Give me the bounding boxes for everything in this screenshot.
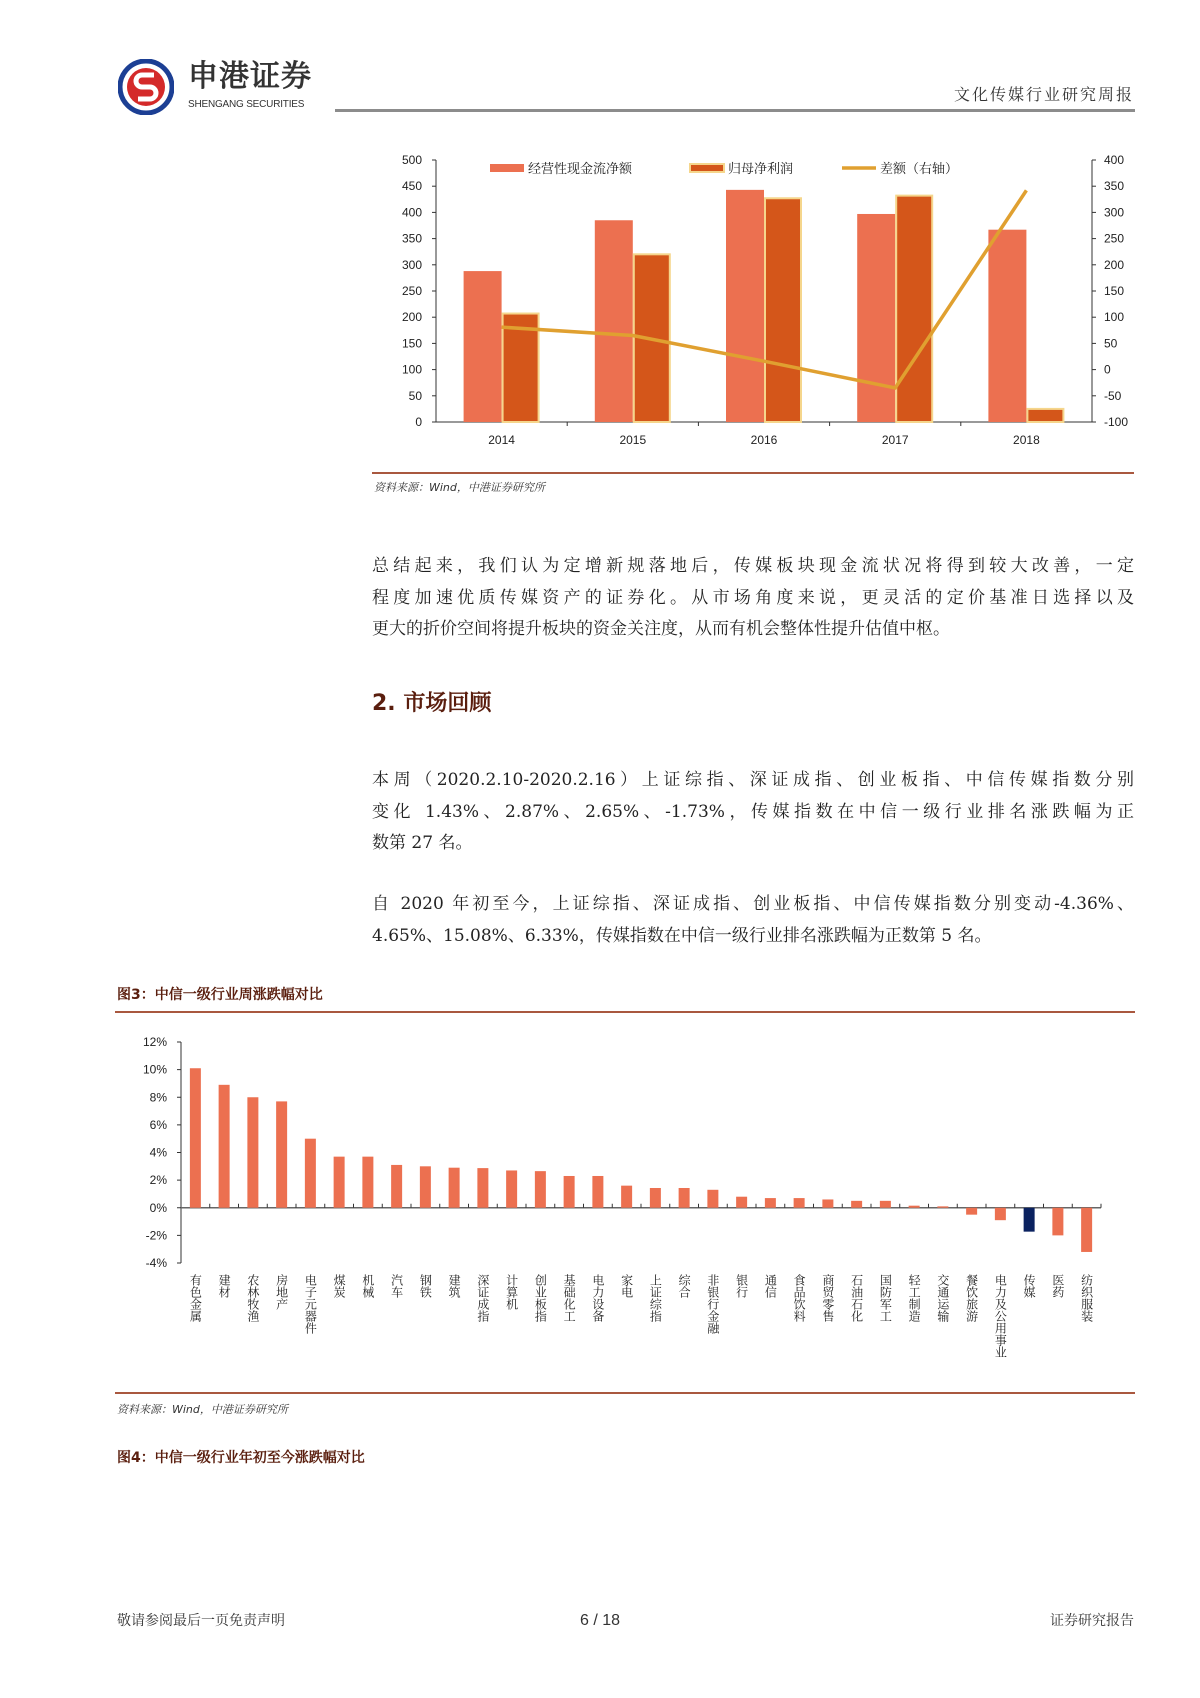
footer-report-type: 证券研究报告 bbox=[1050, 1613, 1134, 1629]
bar-8 bbox=[420, 1166, 431, 1207]
x-tick-label: 上证综指 bbox=[648, 1274, 663, 1322]
x-tick-label: 餐饮旅游 bbox=[964, 1274, 979, 1322]
y-tick-label: 6% bbox=[149, 1117, 167, 1132]
x-tick-label: 2017 bbox=[881, 433, 909, 447]
x-tick-label: 建材 bbox=[217, 1274, 232, 1298]
y2-tick-label: 300 bbox=[1104, 205, 1125, 220]
bar-operating-cashflow bbox=[726, 190, 764, 422]
x-tick-label: 计算机 bbox=[504, 1274, 519, 1310]
x-tick-label: 轻工制造 bbox=[907, 1274, 922, 1322]
bar-11 bbox=[506, 1170, 517, 1207]
y-tick-label: 2% bbox=[149, 1173, 167, 1188]
y2-tick-label: 200 bbox=[1104, 257, 1125, 272]
legend-label: 经营性现金流净额 bbox=[528, 161, 633, 176]
x-tick-label: 2018 bbox=[1013, 433, 1040, 447]
bar-operating-cashflow bbox=[464, 271, 502, 422]
y-tick-label: 4% bbox=[149, 1145, 167, 1160]
paragraph-line: 程度加速优质传媒资产的证券化。从市场角度来说，更灵活的定价基准日选择以及 bbox=[372, 587, 1134, 608]
x-tick-label: 食品饮料 bbox=[792, 1274, 807, 1322]
figure-title: 图4：中信一级行业年初至今涨跌幅对比 bbox=[117, 1450, 365, 1466]
y2-tick-label: 100 bbox=[1104, 310, 1125, 325]
bar-5 bbox=[334, 1157, 345, 1208]
y-tick-label: 100 bbox=[401, 362, 422, 377]
bar-27 bbox=[966, 1208, 977, 1215]
figure-source-divider bbox=[115, 1392, 1135, 1394]
y-tick-label: -4% bbox=[145, 1256, 167, 1270]
bar-12 bbox=[535, 1171, 546, 1208]
y2-tick-label: 350 bbox=[1104, 179, 1125, 194]
bar-17 bbox=[679, 1188, 690, 1208]
figure-title-divider bbox=[115, 1011, 1135, 1013]
bar-14 bbox=[592, 1176, 603, 1208]
bar-1 bbox=[219, 1085, 230, 1208]
y-tick-label: 200 bbox=[401, 310, 422, 325]
x-tick-label: 创业板指 bbox=[533, 1274, 548, 1322]
x-tick-label: 交通运输 bbox=[935, 1274, 950, 1322]
bar-31 bbox=[1081, 1208, 1092, 1252]
x-tick-label: 石油石化 bbox=[849, 1274, 864, 1322]
bar-2 bbox=[247, 1097, 258, 1208]
x-tick-label: 深证成指 bbox=[475, 1274, 490, 1322]
bar-13 bbox=[564, 1176, 575, 1208]
x-tick-label: 2014 bbox=[488, 433, 515, 447]
x-tick-label: 2015 bbox=[619, 433, 647, 447]
footer-disclaimer: 敬请参阅最后一页免责声明 bbox=[117, 1613, 285, 1629]
legend-label: 差额（右轴） bbox=[880, 161, 959, 176]
x-tick-label: 有色金属 bbox=[188, 1274, 203, 1322]
bar-30 bbox=[1052, 1208, 1063, 1236]
bar-29 bbox=[1024, 1208, 1035, 1232]
paragraph-line: 数第 27 名。 bbox=[372, 833, 473, 853]
figure-title: 图3：中信一级行业周涨跌幅对比 bbox=[117, 987, 323, 1003]
x-tick-label: 非银行金融 bbox=[705, 1274, 720, 1334]
bar-21 bbox=[794, 1198, 805, 1208]
x-tick-label: 综合 bbox=[677, 1274, 692, 1298]
paragraph-line: 总结起来，我们认为定增新规落地后，传媒板块现金流状况将得到较大改善，一定 bbox=[372, 556, 1134, 576]
bar-0 bbox=[190, 1068, 201, 1208]
bar-4 bbox=[305, 1139, 316, 1208]
y-tick-label: 0% bbox=[149, 1200, 167, 1215]
y2-tick-label: -100 bbox=[1104, 415, 1129, 429]
y-tick-label: 10% bbox=[142, 1062, 167, 1077]
bar-25 bbox=[909, 1206, 920, 1208]
y-tick-label: 250 bbox=[401, 284, 422, 298]
paragraph-line: 变化 1.43%、2.87%、2.65%、-1.73%，传媒指数在中信一级行业排名涨跌幅为正 bbox=[372, 801, 1134, 822]
y2-tick-label: 0 bbox=[1104, 362, 1111, 377]
y-tick-label: 400 bbox=[401, 205, 422, 220]
x-tick-label: 纺织服装 bbox=[1079, 1274, 1094, 1322]
x-tick-label: 煤炭 bbox=[332, 1274, 347, 1298]
x-tick-label: 医药 bbox=[1050, 1274, 1065, 1298]
bar-24 bbox=[880, 1201, 891, 1208]
bar-9 bbox=[449, 1168, 460, 1208]
legend-swatch-net-profit bbox=[690, 164, 724, 172]
x-tick-label: 机械 bbox=[360, 1274, 375, 1298]
x-tick-label: 基础化工 bbox=[562, 1274, 577, 1322]
x-tick-label: 房地产 bbox=[274, 1274, 289, 1310]
bar-7 bbox=[391, 1165, 402, 1208]
bar-operating-cashflow bbox=[595, 220, 633, 422]
figure-source: 资料来源：Wind，中港证券研究所 bbox=[117, 1403, 288, 1416]
y-tick-label: 500 bbox=[401, 153, 422, 167]
bar-net-profit bbox=[896, 196, 932, 422]
y-tick-label: 150 bbox=[401, 336, 422, 351]
x-tick-label: 传媒 bbox=[1022, 1274, 1037, 1298]
bar-26 bbox=[937, 1206, 948, 1207]
bar-19 bbox=[736, 1197, 747, 1208]
x-tick-label: 电力设备 bbox=[590, 1274, 605, 1322]
y2-tick-label: 250 bbox=[1104, 231, 1125, 246]
paragraph-summary bbox=[372, 551, 1134, 646]
x-tick-label: 2016 bbox=[750, 433, 778, 447]
figure-source-divider bbox=[372, 472, 1134, 474]
figure-source: 资料来源：Wind，中港证券研究所 bbox=[374, 481, 545, 494]
paragraph-line: 本周（2020.2.10-2020.2.16）上证综指、深证成指、创业板指、中信传媒指数分别 bbox=[372, 770, 1134, 790]
x-tick-label: 建筑 bbox=[447, 1274, 462, 1298]
bar-28 bbox=[995, 1208, 1006, 1220]
bar-20 bbox=[765, 1198, 776, 1208]
bar-6 bbox=[362, 1157, 373, 1208]
y-tick-label: 450 bbox=[401, 179, 422, 194]
paragraph-line: 自 2020 年初至今，上证综指、深证成指、创业板指、中信传媒指数分别变动-4.36%、 bbox=[372, 894, 1134, 914]
legend-label: 归母净利润 bbox=[728, 161, 794, 176]
y2-tick-label: 400 bbox=[1104, 153, 1125, 167]
y-tick-label: 12% bbox=[142, 1035, 167, 1049]
y-tick-label: 50 bbox=[408, 388, 422, 403]
y2-tick-label: 150 bbox=[1104, 284, 1125, 298]
bar-operating-cashflow bbox=[988, 230, 1026, 422]
y-tick-label: -2% bbox=[145, 1228, 167, 1243]
bar-23 bbox=[851, 1201, 862, 1208]
x-tick-label: 汽车 bbox=[389, 1274, 404, 1298]
paragraph-line: 更大的折价空间将提升板块的资金关注度，从而有机会整体性提升估值中枢。 bbox=[372, 619, 950, 639]
x-tick-label: 国防军工 bbox=[878, 1274, 893, 1322]
bar-net-profit bbox=[1027, 409, 1063, 422]
x-tick-label: 电力及公用事业 bbox=[993, 1274, 1008, 1358]
bar-16 bbox=[650, 1188, 661, 1208]
bar-15 bbox=[621, 1186, 632, 1208]
report-title: 文化传媒行业研究周报 bbox=[953, 85, 1134, 104]
y-tick-label: 0 bbox=[415, 415, 422, 429]
x-tick-label: 家电 bbox=[619, 1274, 634, 1298]
legend-swatch-operating-cashflow bbox=[490, 164, 524, 172]
page-number: 6 / 18 bbox=[579, 1612, 621, 1629]
paragraph-ytd bbox=[372, 889, 1134, 952]
y2-tick-label: 50 bbox=[1104, 336, 1118, 351]
brand-name-en: SHENGANG SECURITIES bbox=[188, 99, 305, 110]
bar-18 bbox=[707, 1190, 718, 1208]
x-tick-label: 通信 bbox=[763, 1274, 778, 1298]
bar-22 bbox=[822, 1199, 833, 1207]
y2-tick-label: -50 bbox=[1104, 388, 1122, 403]
bar-operating-cashflow bbox=[857, 214, 895, 422]
industry-weekly-chart bbox=[0, 1020, 1200, 1270]
x-tick-label: 电子元器件 bbox=[303, 1274, 318, 1334]
y-tick-label: 8% bbox=[149, 1090, 167, 1105]
paragraph-weekly bbox=[372, 765, 1134, 860]
x-tick-label: 商贸零售 bbox=[820, 1274, 835, 1322]
paragraph-line: 4.65%、15.08%、6.33%，传媒指数在中信一级行业排名涨跌幅为正数第 5 名。 bbox=[372, 925, 992, 946]
bar-net-profit bbox=[765, 198, 801, 422]
x-tick-label: 农林牧渔 bbox=[245, 1274, 260, 1322]
y-tick-label: 300 bbox=[401, 257, 422, 272]
cashflow-chart bbox=[0, 0, 1200, 470]
bar-10 bbox=[477, 1168, 488, 1208]
section-heading: 2. 市场回顾 bbox=[372, 691, 492, 716]
x-tick-label: 银行 bbox=[734, 1274, 749, 1298]
x-tick-label: 钢铁 bbox=[418, 1274, 433, 1298]
brand-name: 申港证券 bbox=[188, 59, 312, 94]
bar-3 bbox=[276, 1101, 287, 1207]
y-tick-label: 350 bbox=[401, 231, 422, 246]
